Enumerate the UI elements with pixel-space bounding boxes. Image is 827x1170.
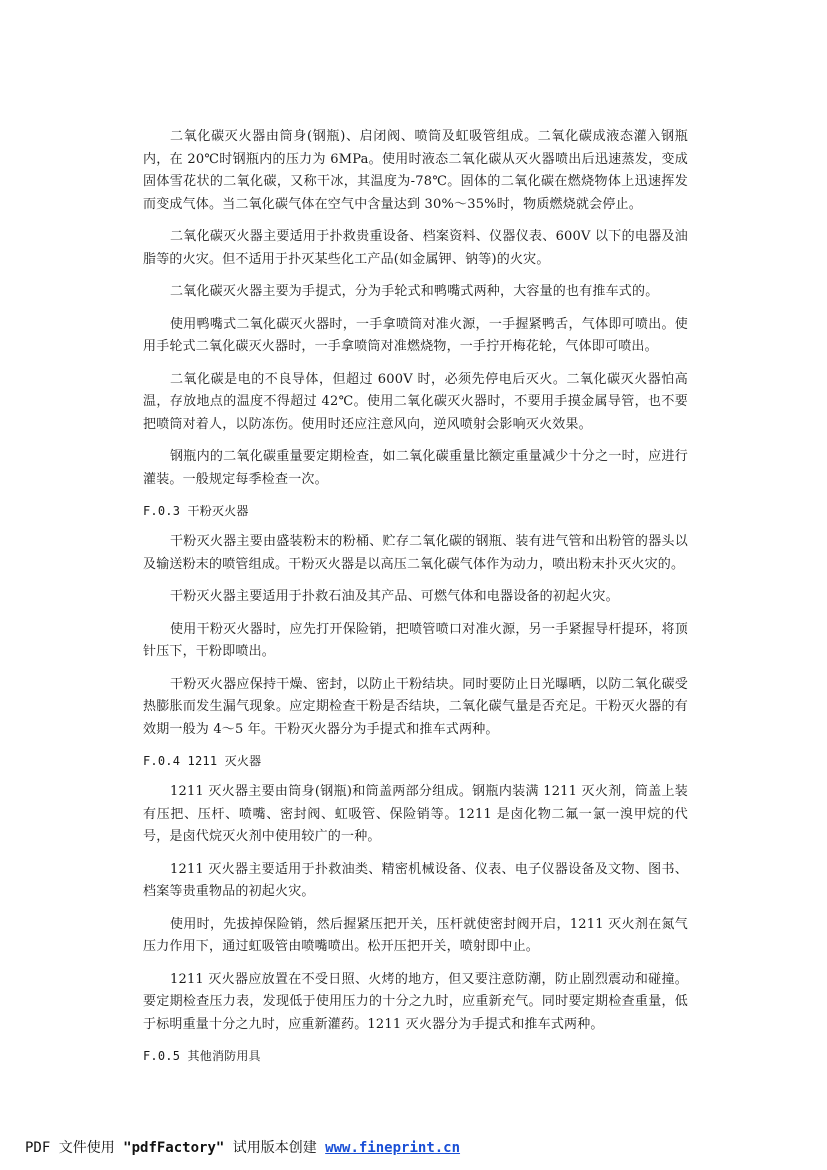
paragraph: 1211 灭火器主要适用于扑救油类、精密机械设备、仪表、电子仪器设备及文物、图书、档案等贵重物品的初起火灾。 [143,861,688,899]
paragraph: 1211 灭火器主要由筒身(钢瓶)和筒盖两部分组成。钢瓶内装满 1211 灭火剂，筒盖上装有压把、压杆、喷嘴、密封阀、虹吸管、保险销等。1211 是卤化物二氟一氯一溴甲烷的代号，是卤代烷灭火剂中使用较广的一种。 [143,784,688,844]
pdf-footer [25,1137,460,1157]
section-heading: F.0.4 1211 灭火器 [143,754,262,768]
section-heading: F.0.3 干粉灭火器 [143,504,249,518]
footer-prefix: PDF 文件使用 [25,1140,124,1156]
document-body [143,126,688,1076]
footer-middle: 试用版本创建 [224,1140,326,1156]
paragraph: 使用鸭嘴式二氧化碳灭火器时，一手拿喷筒对准火源，一手握紧鸭舌，气体即可喷出。使用手轮式二氧化碳灭火器时，一手拿喷筒对准燃烧物，一手拧开梅花轮，气体即可喷出。 [143,316,688,354]
footer-link[interactable]: www.fineprint.cn [325,1140,461,1156]
footer-brand: "pdfFactory" [123,1140,225,1156]
paragraph: 使用时，先拔掉保险销，然后握紧压把开关，压杆就使密封阀开启，1211 灭火剂在氮气压力作用下，通过虹吸管由喷嘴喷出。松开压把开关，喷射即中止。 [143,916,688,954]
paragraph: 二氧化碳灭火器由筒身(钢瓶)、启闭阀、喷筒及虹吸管组成。二氧化碳成液态灌入钢瓶内，在 20℃时钢瓶内的压力为 6MPa。使用时液态二氧化碳从灭火器喷出后迅速蒸发，变成固体雪花状的二氧化碳，又称干冰，其温度为-78℃。固体的二氧化碳在燃烧物体上迅速挥发而变成气体。当二氧化碳气体在空气中含量达到 30%～35%时，物质燃烧就会停止。 [143,129,688,212]
paragraph: 钢瓶内的二氧化碳重量要定期检查，如二氧化碳重量比额定重量减少十分之一时，应进行灌装。一般规定每季检查一次。 [143,449,688,487]
paragraph: 1211 灭火器应放置在不受日照、火烤的地方，但又要注意防潮，防止剧烈震动和碰撞。要定期检查压力表，发现低于使用压力的十分之九时，应重新充气。同时要定期检查重量，低于标明重量十分之九时，应重新灌药。1211 灭火器分为手提式和推车式两种。 [143,971,688,1032]
paragraph: 二氧化碳灭火器主要适用于扑救贵重设备、档案资料、仪器仪表、600V 以下的电器及油脂等的火灾。但不适用于扑灭某些化工产品(如金属钾、钠等)的火灾。 [143,229,688,267]
paragraph: 干粉灭火器主要适用于扑救石油及其产品、可燃气体和电器设备的初起火灾。 [170,589,619,604]
section-heading: F.0.5 其他消防用具 [143,1049,261,1063]
paragraph: 使用干粉灭火器时，应先打开保险销，把喷管喷口对准火源，另一手紧握导杆提环，将顶针压下，干粉即喷出。 [143,621,688,659]
paragraph: 干粉灭火器主要由盛装粉末的粉桶、贮存二氧化碳的钢瓶、装有进气管和出粉管的器头以及输送粉末的喷管组成。干粉灭火器是以高压二氧化碳气体作为动力，喷出粉末扑灭火灾的。 [143,534,688,572]
paragraph: 干粉灭火器应保持干燥、密封，以防止干粉结块。同时要防止日光曝晒，以防二氧化碳受热膨胀而发生漏气现象。应定期检查干粉是否结块，二氧化碳气量是否充足。干粉灭火器的有效期一般为 4～5 年。干粉灭火器分为手提式和推车式两种。 [143,676,688,737]
paragraph: 二氧化碳灭火器主要为手提式，分为手轮式和鸭嘴式两种，大容量的也有推车式的。 [170,284,659,299]
paragraph: 二氧化碳是电的不良导体，但超过 600V 时，必须先停电后灭火。二氧化碳灭火器怕高温，存放地点的温度不得超过 42℃。使用二氧化碳灭火器时，不要用手摸金属导管，也不要把喷筒对着人，以防冻伤。使用时还应注意风向，逆风喷射会影响灭火效果。 [143,371,688,432]
